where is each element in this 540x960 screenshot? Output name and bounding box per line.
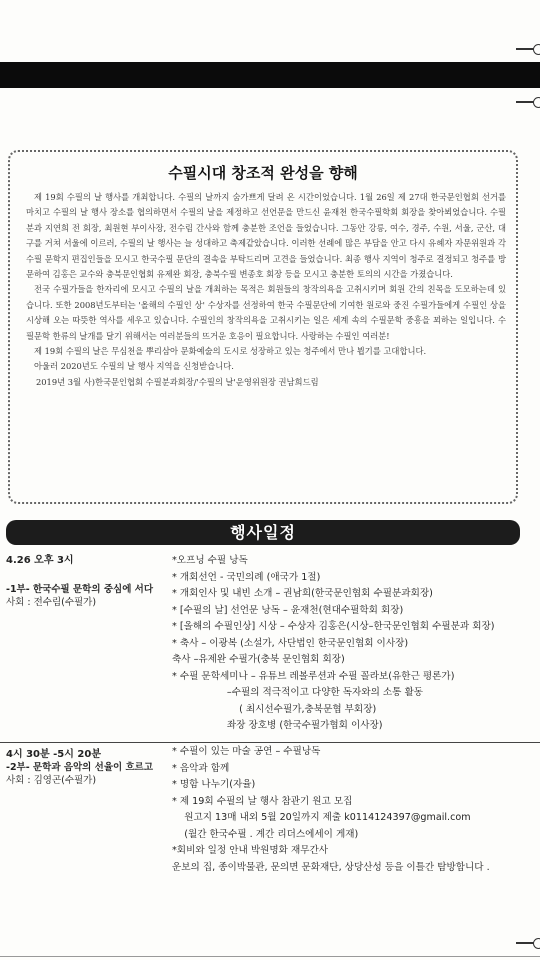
session-time: 4시 30분 -5시 20분 xyxy=(6,749,101,760)
page-edge-dot xyxy=(533,44,540,55)
schedule-header: 행사일정 xyxy=(6,520,520,545)
program-item: * 수필이 있는 마술 공연 – 수필낭독 xyxy=(172,746,321,757)
session-subtitle: -2부- 문학과 음악의 선율이 흐르고 xyxy=(6,762,154,773)
session-program-list xyxy=(172,553,534,735)
section-divider xyxy=(0,742,540,743)
program-item: * 제 19회 수필의 날 행사 참관기 원고 모집 xyxy=(172,795,353,807)
schedule-session-1 xyxy=(0,550,540,740)
program-item: 운보의 집, 종이박물관, 문의면 문화재단, 상당산성 등을 이틀간 탐방합니다 . xyxy=(172,861,490,873)
program-item: * 음악과 함께 xyxy=(172,762,230,774)
session-host: 사회 : 전수림(수필가) xyxy=(6,597,97,608)
program-item: *회비와 일정 안내 박원명화 재무간사 xyxy=(172,845,329,856)
message-paragraph: 아울러 2020년도 수필의 날 행사 지역을 신청받습니다. xyxy=(34,361,234,372)
message-paragraph: 전국 수필가들을 한자리에 모시고 수필의 날을 개최하는 목적은 회원들의 창작의욕을 고취시키며 회원 간의 친목을 도모하는데 있습니다. 또한 2008년도부터는 '올해의 수필인 상' 수상자를 선정하여 한국 수필문단에 기여한 원로와 중진 수필가들에게 수필인 상을 시상해 오는 따뜻한 역사를 세우고 있습니다. 수필인의 창작의욕을 고취시키는 일은 세계 속의 수필문학 중흥을 꾀하는 일입니다. 수필문학 한류의 날개를 달기 위해서는 여러분들의 뜨거운 호응이 필요합니다. 사랑하는 수필인 여러분! xyxy=(26,284,506,341)
message-signature: 2019년 3월 사)한국문인협회 수필분과회장/'수필의 날'운영위원장 권남희드림 xyxy=(36,376,319,387)
program-item: * 개회선언 - 국민의례 (애국가 1절) xyxy=(172,571,321,583)
session-info xyxy=(6,748,166,787)
program-item: * [수필의 날] 선언문 낭독 – 윤재천(현대수필학회 회장) xyxy=(172,604,404,616)
program-item: * [올해의 수필인상] 시상 – 수상자 김홍은(시상–한국문인협회 수필분과 회장) xyxy=(172,621,495,632)
header-black-bar xyxy=(0,62,540,88)
program-item: * 수필 문학세미나 – 유튜브 레볼루션과 수필 꼴라보(유한근 평론가) xyxy=(172,670,455,682)
program-item: * 명함 나누기(자율) xyxy=(172,779,256,790)
program-item: ( 최시선수필가,충북문협 부회장) xyxy=(172,703,377,715)
program-item: * 축사 – 이광복 (소설가, 사단법인 한국문인협회 이사장) xyxy=(172,637,409,649)
schedule-session-2 xyxy=(0,744,540,894)
program-item: * 개회인사 및 내빈 소개 – 권남희(한국문인협회 수필분과회장) xyxy=(172,588,433,599)
program-item: *오프닝 수필 낭독 xyxy=(172,555,248,566)
page-edge-dot xyxy=(533,97,540,108)
message-paragraph: 제 19회 수필의 날은 무심천을 뿌리삼아 문화예술의 도시로 성장하고 있는 청주에서 만나 뵙기를 고대합니다. xyxy=(34,346,427,357)
page-bottom-rule xyxy=(0,956,540,957)
message-body xyxy=(26,190,506,390)
session-subtitle: -1부- 한국수필 문학의 중심에 서다 xyxy=(6,584,154,595)
session-host: 사회 : 김영곤(수필가) xyxy=(6,775,97,786)
program-item: 좌장 장호병 (한국수필가협회 이사장) xyxy=(172,720,383,731)
message-title: 수필시대 창조적 완성을 향해 xyxy=(168,164,358,182)
session-time: 4.26 오후 3시 xyxy=(6,555,74,566)
message-paragraph: 제 19회 수필의 날 행사를 개최합니다. 수필의 날까지 숨가쁘게 달려 온 시간이었습니다. 1월 26일 제 27대 한국문인협회 선거를 마치고 수필의 날 행사 장소를 협의하면서 수필의 날을 제정하고 선언문을 만드신 윤재천 한국수필학회 회장을 찾아뵈었습니다. 수필분과 지연희 전 회장, 최원현 부이사장, 전수림 간사와 함께 충분한 조언을 들었습니다. 그동안 강릉, 여수, 경주, 수원, 서울, 군산, 대구를 거쳐 서울에 이르러, 수필의 날 행사는 늘 성대하고 축제같았습니다. 이러한 선례에 많은 부담을 안고 다시 유혜자 자문위원과 각 수필 문학지 편집인들을 모시고 한국수필 문단의 결속을 부탁드리며 고견을 들었습니다. 최종 행사 지역이 청주로 결정되고 청주를 방문하여 김홍은 교수와 충북문인협회 유제완 회장, 충북수필 변종호 회장 등을 모시고 충분한 토의의 시간을 가졌습니다. xyxy=(26,192,506,280)
greeting-message-box xyxy=(8,150,518,504)
program-item: –수필의 적극적이고 다양한 독자와의 소통 활동 xyxy=(172,687,424,698)
session-program-list xyxy=(172,744,534,876)
program-item: (월간 한국수필 . 계간 리더스에세이 게재) xyxy=(172,828,359,840)
program-item: 원고지 13매 내외 5월 20일까지 제출 k0114124397@gmail.com xyxy=(172,812,471,823)
page-edge-dot xyxy=(533,938,540,949)
session-info xyxy=(6,554,166,609)
program-item: 축사 –유제완 수필가(충북 문인협회 회장) xyxy=(172,654,345,665)
